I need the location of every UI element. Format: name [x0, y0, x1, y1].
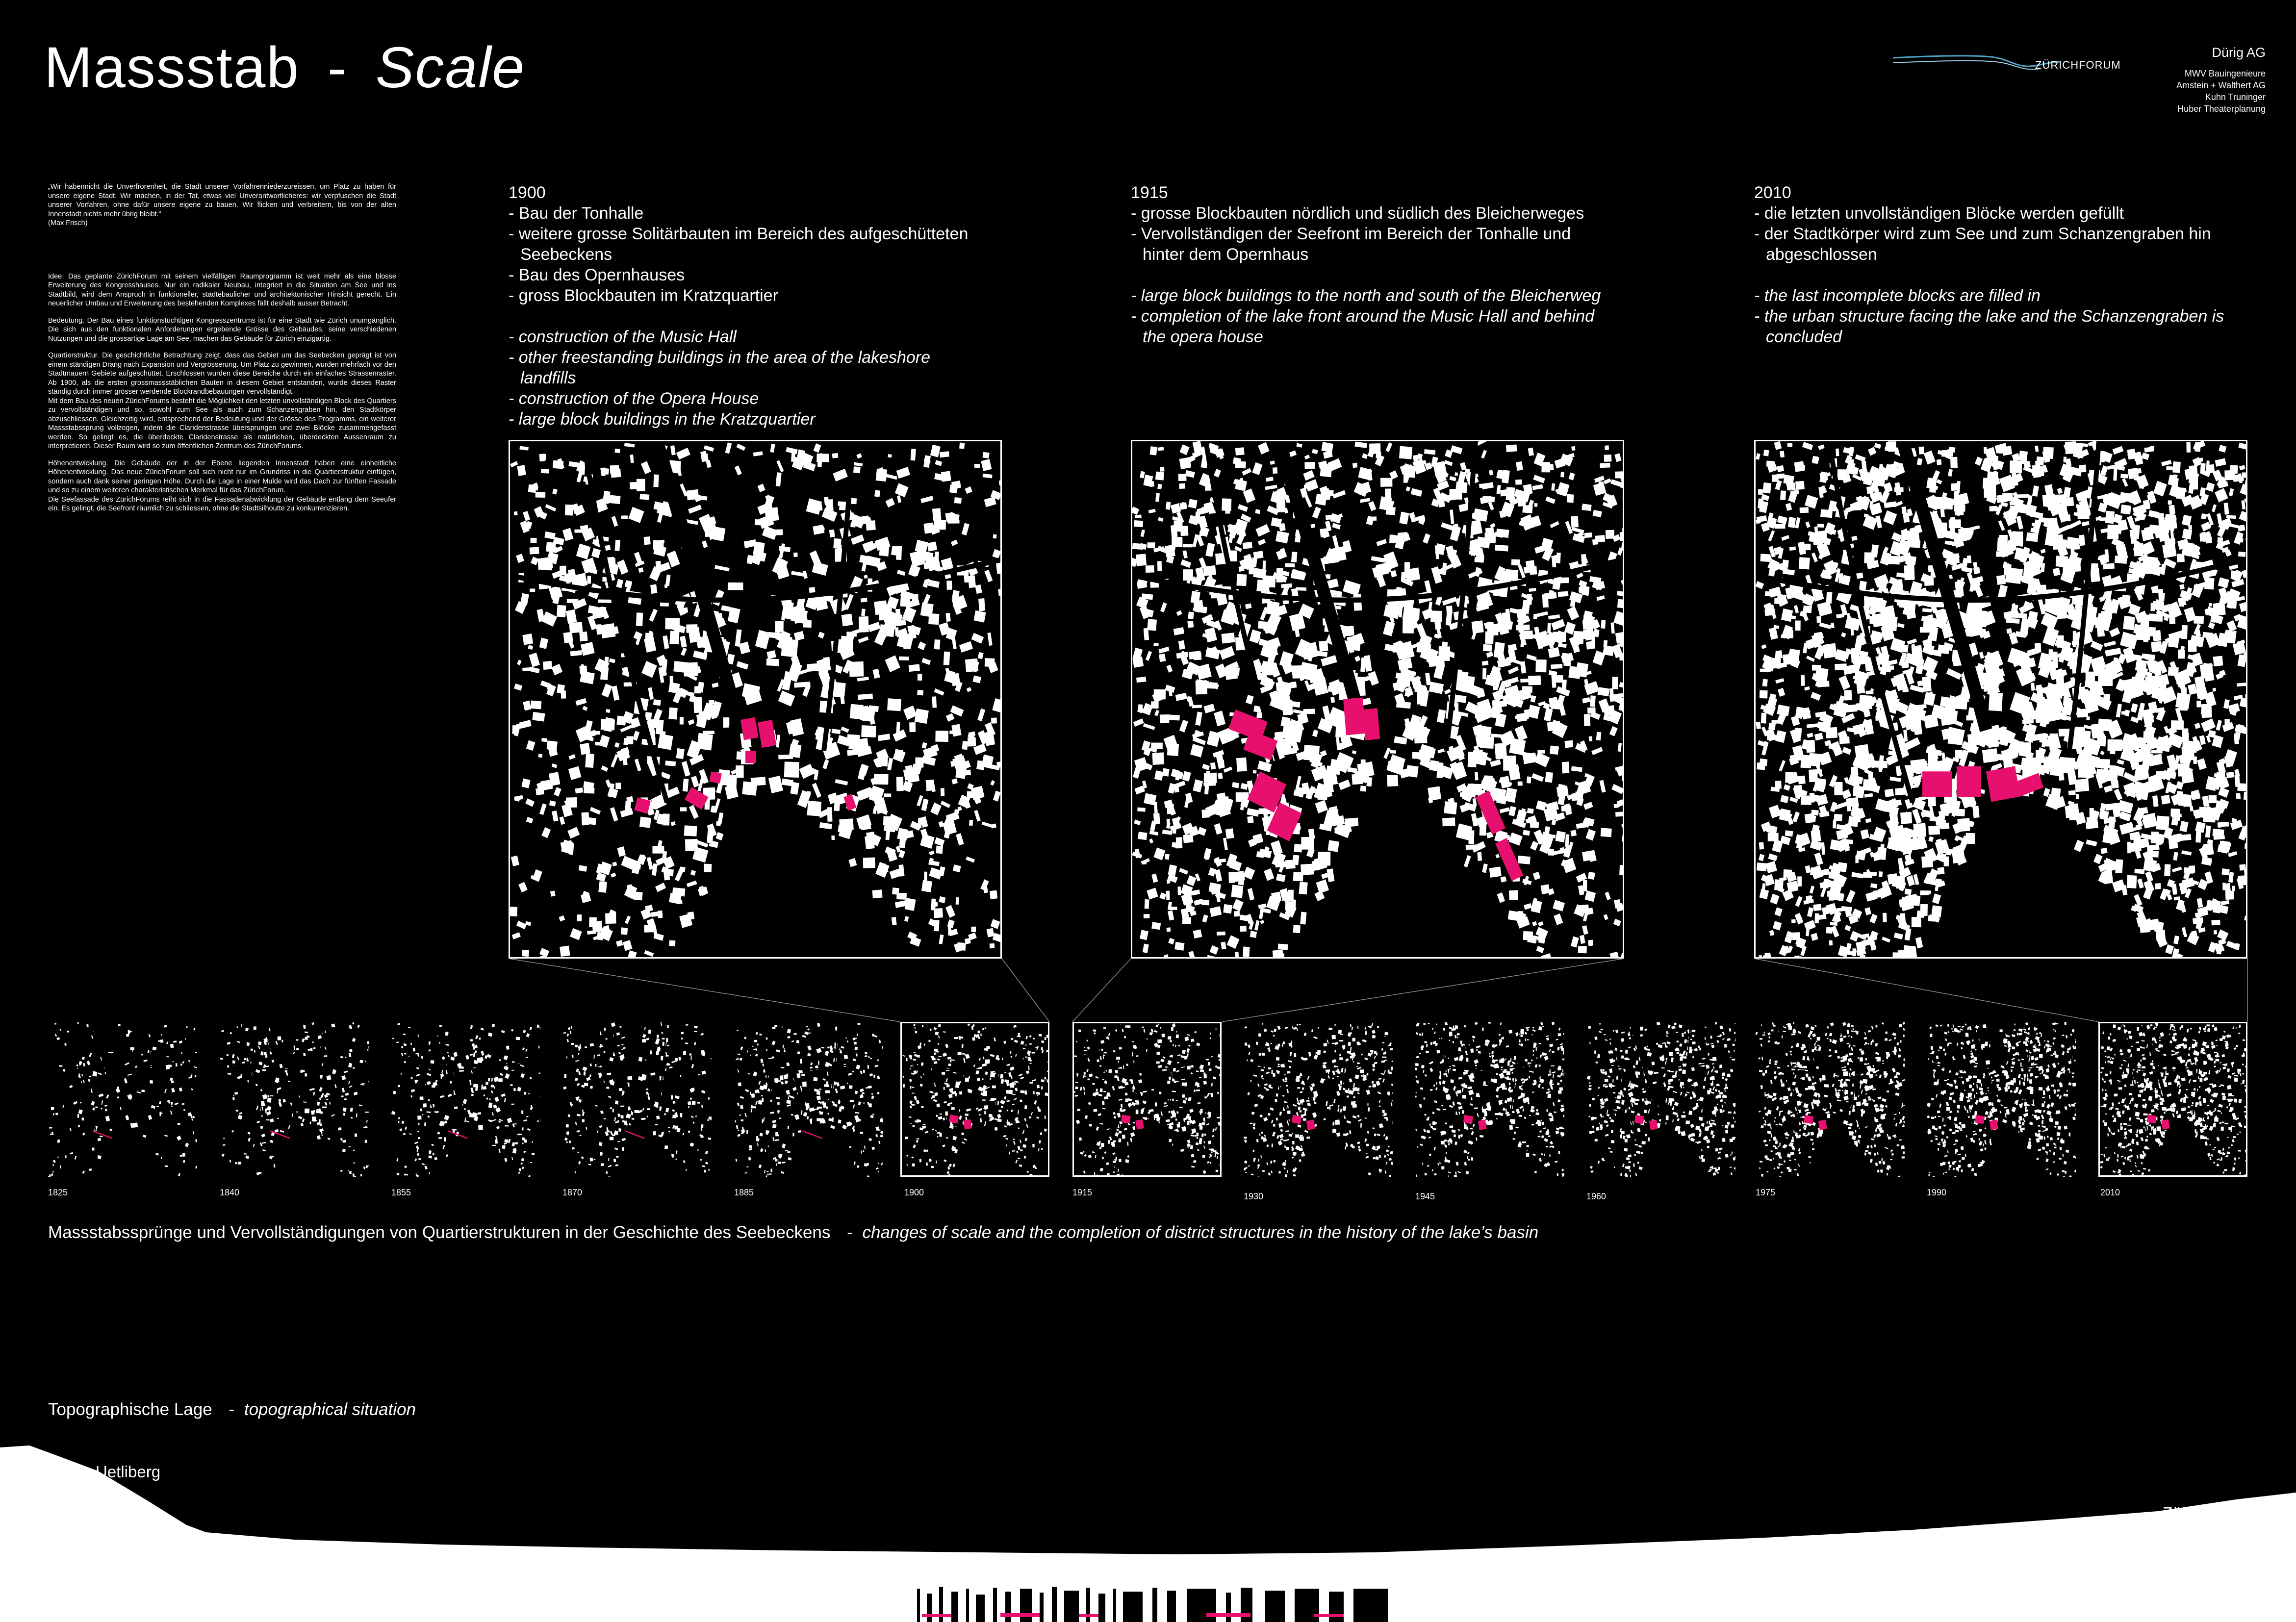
topography-heading: Topographische Lage - topographical situation — [48, 1400, 416, 1419]
credit-line: Huber Theaterplanung — [2177, 104, 2266, 114]
place-label-uetliberg: Uetliberg — [96, 1463, 161, 1481]
timeline-map-1990 — [1927, 1022, 2076, 1177]
city-plan-drawing — [48, 1022, 197, 1177]
terrain-silhouette — [0, 1442, 2296, 1622]
timeline-year: 1870 — [562, 1188, 583, 1197]
timeline-map-1960 — [1586, 1022, 1735, 1177]
city-plan-drawing — [1927, 1022, 2076, 1177]
timeline-year: 2010 — [2100, 1188, 2120, 1197]
quote: „Wir habennicht die Unverfrorenheit, die Stadt unserer Vorfahrenniederzureissen, um Platz zu haben für unsere eigene Stadt. Wir machen, in der Tat, etwas viel Unverantwortlicheres: wir verpfuschen die Stadt unserer Vorfahren, ohne dafür unsere eigene zu bauen. Wir flicken und verbreitern, bis von der alten Innenstadt nichts mehr übrig bleibt.“ — [48, 183, 396, 218]
city-plan-drawing — [1756, 1022, 1905, 1177]
timeline-map-1825 — [48, 1022, 197, 1177]
place-label-zurichberg: Zürichberg — [2163, 1504, 2240, 1522]
city-plan-drawing — [1244, 1022, 1393, 1177]
timeline-map-1870 — [562, 1022, 712, 1177]
paragraph-idea: Idee. Das geplante ZürichForum mit seinem vielfältigen Raumprogramm ist weit mehr als eine blosse Erweiterung des Kongresshauses. Nur ein radikaler Neubau, integriert in die Situation am See und ins Stadtbild, wird dem Anspruch in funktioneller, städtebaulicher und architektonischer Hinsicht gerecht. Ein neuerlicher Umbau und Erweiterung des bestehenden Komplexes fällt deshalb ausser Betracht. — [48, 272, 396, 307]
city-plan-drawing — [220, 1022, 369, 1177]
quote-author: (Max Frisch) — [48, 219, 88, 227]
timeline-year: 1960 — [1586, 1191, 1607, 1201]
timeline-map-1975 — [1756, 1022, 1905, 1177]
paragraph-height: Höhenentwicklung. Die Gebäude der in der Ebene liegenden Innenstadt haben eine einheitliche Höhenentwicklung. Das neue ZürichForum soll sich nicht nur im Grundriss in die Quartierstruktur einfügen, sondern auch dank seiner geringen Höhe. Durch die Lage in einer Mulde wird das Dach zur fünften Fassade und so zu einem weiteren charakteristischen Merkmal für das ZürichForum. — [48, 459, 396, 494]
page-title: Massstab - Scale — [44, 35, 526, 100]
timeline-map-1930 — [1244, 1022, 1393, 1177]
city-plan-drawing — [2100, 1023, 2246, 1175]
city-plan-drawing — [1586, 1022, 1735, 1177]
credit-lead: Dürig AG — [2212, 45, 2266, 60]
timeline-year: 1990 — [1927, 1188, 1947, 1197]
era-2010-text: 2010 - die letzten unvollständigen Blöcke werden gefüllt - der Stadtkörper wird zum See und zum Schanzengraben hin abgeschlossen - the last incomplete blocks are filled in - the urban structure facing the lake and the Schanzengraben is concluded — [1754, 183, 2224, 346]
city-plan-drawing — [734, 1022, 883, 1177]
credit-line: Kuhn Truninger — [2205, 92, 2266, 102]
place-label-innenstadt: Innenstadt — [1107, 1567, 1183, 1585]
timeline-map-1945 — [1415, 1022, 1564, 1177]
timeline-year: 1900 — [904, 1188, 924, 1197]
credit-line: MWV Bauingenieure — [2184, 69, 2266, 78]
paragraph-structure: Quartierstruktur. Die geschichtliche Betrachtung zeigt, dass das Gebiet um das Seebecken geprägt ist von einem ständigen Drang nach Expansion und Vergrösserung. Um Platz zu gewinnen, wurden mehrfach vor den Stadtmauern Gebiete aufgeschüttet. Erschlossen wurden diese Bereiche durch ein einfaches Strassenraster. Ab 1900, als die ersten grossmassstäblichen Bauten in diesem Gebiet entstanden, wurde dieses Raster ständig durch immer grösser werdende Blockrandbebauungen vervollständigt. — [48, 352, 396, 396]
paragraph-facade: Die Seefassade des ZürichForums reiht sich in die Fassadenabwicklung der Gebäude entlang dem Seeufer ein. Es gelingt, die Seefront räumlich zu schliessen, ohne die Stadtsilhoutte zu konkurrenzieren. — [48, 495, 396, 512]
timeline-map-1885 — [734, 1022, 883, 1177]
timeline-map-2010 — [2098, 1022, 2247, 1177]
timeline-year: 1945 — [1415, 1191, 1435, 1201]
timeline-map-1900 — [900, 1022, 1049, 1177]
timeline-map-1840 — [220, 1022, 369, 1177]
city-plan-drawing — [391, 1022, 540, 1177]
city-plan-drawing — [562, 1022, 712, 1177]
era-1915-text: 1915 - grosse Blockbauten nördlich und südlich des Bleicherweges - Vervollständigen der Seefront im Bereich der Tonhalle und hinter dem Opernhaus - large block buildings to the north and south of the Bleicherweg - completion of the lake front around the Music Hall and behind the opera house — [1131, 183, 1601, 346]
timeline-year: 1915 — [1072, 1188, 1093, 1197]
paragraph-structure-2: Mit dem Bau des neuen ZürichForums besteht die Möglichkeit den letzten unvollständigen Block des Quartiers zu vervollständigen und so, sowohl zum See als auch zum Schanzengraben hin, den Stadtkörper abzuschliessen. Gleichzeitig wird, entsprechend der Bedeutung und der Grösse des Programms, ein weiterer Massstabssprung vollzogen, indem die Claridenstrasse übersprungen und zwei Blöcke zusammengefasst werden. So gelingt es, die überdeckte Claridenstrasse als natürlichen, überdeckten Aussenraum zu interpretieren. Dieser Raum wird so zum öffentlichen Zentrum des ZürichForums. — [48, 397, 396, 450]
timeline-map-1855 — [391, 1022, 540, 1177]
credit-line: Amstein + Walthert AG — [2176, 80, 2266, 90]
era-1900-text: 1900 - Bau der Tonhalle - weitere grosse Solitärbauten im Bereich des aufgeschütteten Seebeckens - Bau des Opernhauses - gross Blockbauten im Kratzquartier - construction of the Music Hall - other freestanding buildings in the area of the lakeshore landfills - construction of the Opera House - large block buildings in the Kratzquartier — [509, 183, 969, 429]
city-plan-drawing — [1074, 1023, 1220, 1175]
timeline-year: 1855 — [391, 1188, 411, 1197]
city-plan-drawing — [902, 1023, 1048, 1175]
city-plan-drawing — [1415, 1022, 1564, 1177]
timeline-year: 1975 — [1756, 1188, 1776, 1197]
paragraph-meaning: Bedeutung. Der Bau eines funktionstüchtigen Kongresszentrums ist für eine Stadt wie Zürich unumgänglich. Die sich aus den funktionalen Anforderungen ergebende Grösse des Gebäudes, seine verschiedenen Nutzungen und die grossartige Lage am See, machen das Gebäude für Zürich einzigartig. — [48, 316, 396, 343]
timeline-year: 1840 — [220, 1188, 240, 1197]
logo-wordmark: ZÜRICHFORUM — [2035, 59, 2121, 71]
timeline-year: 1885 — [734, 1188, 754, 1197]
timeline-caption: Massstabssprünge und Vervollständigungen von Quartierstrukturen in der Geschichte des Seebeckens - changes of scale and the completion of district structures in the history of the lake’s basin — [48, 1223, 1539, 1242]
timeline-year: 1930 — [1244, 1191, 1264, 1201]
timeline-year: 1825 — [48, 1188, 68, 1197]
timeline-map-1915 — [1072, 1022, 1222, 1177]
